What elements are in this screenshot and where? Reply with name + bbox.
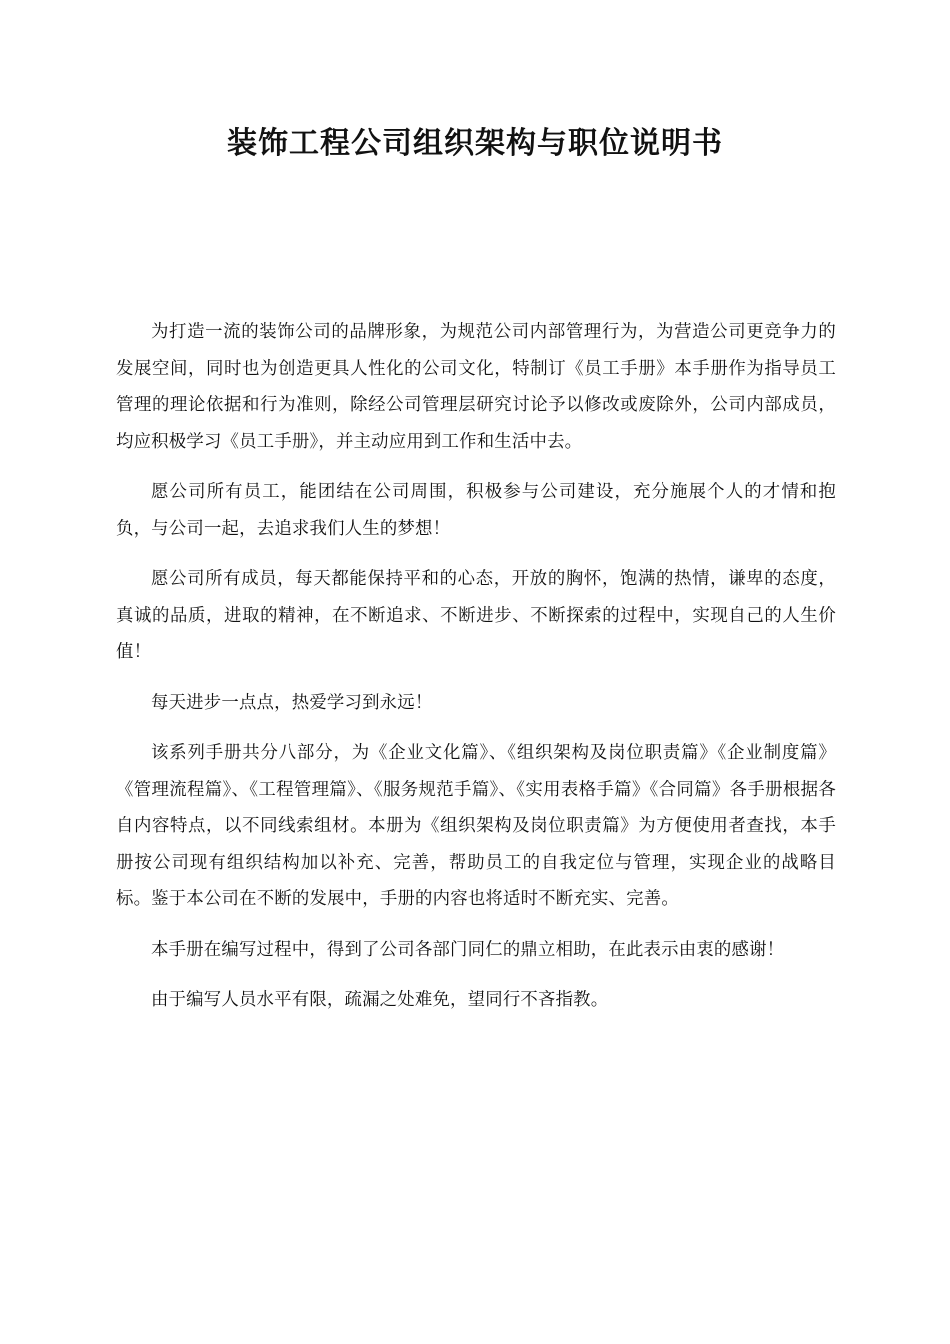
document-body [116, 314, 836, 1033]
paragraph-preface: 为打造一流的装饰公司的品牌形象，为规范公司内部管理行为，为营造公司更竞争力的发展空间，同时也为创造更具人性化的公司文化，特制订《员工手册》本手册作为指导员工管理的理论依据和行为准则，除经公司管理层研究讨论予以修改或废除外，公司内部成员，均应积极学习《员工手册》，并主动应用到工作和生活中去。 [116, 322, 836, 452]
paragraph-wish-members: 愿公司所有成员，每天都能保持平和的心态，开放的胸怀，饱满的热情，谦卑的态度，真诚的品质，进取的精神，在不断追求、不断进步、不断探索的过程中，实现自己的人生价值！ [116, 569, 836, 662]
document-title: 装饰工程公司组织架构与职位说明书 [227, 126, 723, 161]
paragraph-series-overview: 该系列手册共分八部分，为《企业文化篇》、《组织架构及岗位职责篇》《企业制度篇》《管理流程篇》、《工程管理篇》、《服务规范手篇》、《实用表格手篇》《合同篇》各手册根据各自内容特点，以不同线索组材。本册为《组织架构及岗位职责篇》为方便使用者查找，本手册按公司现有组织结构加以补充、完善，帮助员工的自我定位与管理，实现企业的战略目标。鉴于本公司在不断的发展中，手册的内容也将适时不断充实、完善。 [116, 743, 836, 909]
paragraph-acknowledgement: 本手册在编写过程中，得到了公司各部门同仁的鼎立相助，在此表示由衷的感谢！ [151, 939, 785, 960]
paragraph-disclaimer: 由于编写人员水平有限，疏漏之处难免，望同行不吝指教。 [151, 990, 609, 1010]
paragraph-motto: 每天进步一点点，热爱学习到永远！ [151, 692, 433, 713]
paragraph-wish-employees: 愿公司所有员工，能团结在公司周围，积极参与公司建设，充分施展个人的才情和抱负，与公司一起，去追求我们人生的梦想！ [116, 482, 836, 539]
